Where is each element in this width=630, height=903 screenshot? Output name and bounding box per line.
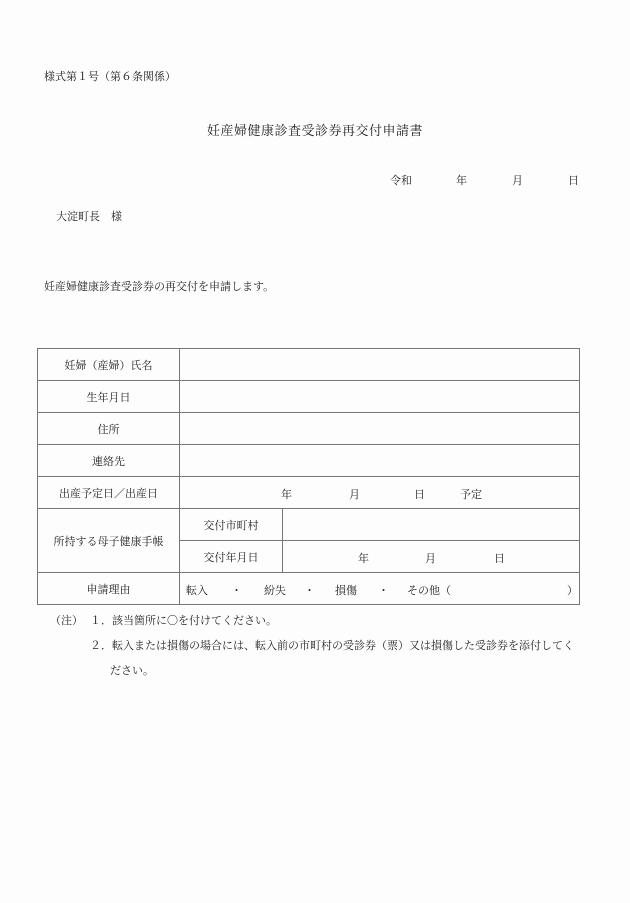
reason-option-other[interactable]: その他（	[407, 584, 451, 597]
reason-option-lost[interactable]: 紛失	[264, 584, 286, 597]
notes-prefix: （注）	[50, 614, 83, 627]
due-date-field[interactable]	[180, 477, 580, 509]
table-row-address	[38, 413, 580, 445]
addressee: 大淀町長 様	[56, 210, 122, 223]
issue-date-label: 交付年月日	[180, 541, 283, 573]
issue-day-unit: 日	[494, 552, 505, 565]
table-row-name	[38, 349, 580, 381]
date-month: 月	[512, 174, 523, 187]
form-number: 様式第１号（第６条関係）	[44, 70, 176, 83]
reason-options	[180, 573, 580, 605]
table-row-birthdate	[38, 381, 580, 413]
municipality-field[interactable]	[283, 509, 580, 541]
separator: ・	[304, 584, 315, 597]
document-title: 妊産婦健康診査受診券再交付申請書	[206, 124, 423, 139]
table-row-due-date	[38, 477, 580, 509]
birthdate-field[interactable]	[180, 381, 580, 413]
birthdate-label: 生年月日	[38, 381, 180, 413]
reason-label: 申請理由	[38, 573, 180, 605]
name-label: 妊婦（産婦）氏名	[38, 349, 180, 381]
application-statement: 妊産婦健康診査受診券の再交付を申請します。	[44, 280, 275, 293]
table-row-reason	[38, 573, 580, 605]
date-year: 年	[456, 174, 467, 187]
reason-option-damaged[interactable]: 損傷	[335, 584, 357, 597]
contact-label: 連絡先	[38, 445, 180, 477]
name-field[interactable]	[180, 349, 580, 381]
reason-option-transfer[interactable]: 転入	[186, 584, 208, 597]
note-item-continued: ださい。	[110, 664, 154, 677]
reason-close-paren: ）	[567, 584, 578, 597]
table-row-handbook-municipality	[38, 509, 580, 541]
separator: ・	[231, 584, 242, 597]
due-day-unit: 日	[414, 488, 425, 501]
issue-year-unit: 年	[358, 552, 369, 565]
due-month-unit: 月	[349, 488, 360, 501]
application-form-table	[37, 348, 580, 605]
separator: ・	[378, 584, 389, 597]
address-label: 住所	[38, 413, 180, 445]
handbook-label: 所持する母子健康手帳	[38, 509, 180, 573]
issue-month-unit: 月	[425, 552, 436, 565]
municipality-label: 交付市町村	[180, 509, 283, 541]
date-day: 日	[568, 174, 579, 187]
issue-date-field[interactable]	[283, 541, 580, 573]
address-field[interactable]	[180, 413, 580, 445]
date-era: 令和	[390, 174, 412, 187]
table-row-contact	[38, 445, 580, 477]
due-date-label: 出産予定日／出産日	[38, 477, 180, 509]
note-item: ２．転入または損傷の場合には、転入前の市町村の受診券（票）又は損傷した受診券を添付してく	[90, 639, 574, 652]
note-item: １．該当箇所に〇を付けてください。	[90, 614, 277, 627]
contact-field[interactable]	[180, 445, 580, 477]
due-suffix: 予定	[460, 488, 482, 501]
due-year-unit: 年	[281, 488, 292, 501]
